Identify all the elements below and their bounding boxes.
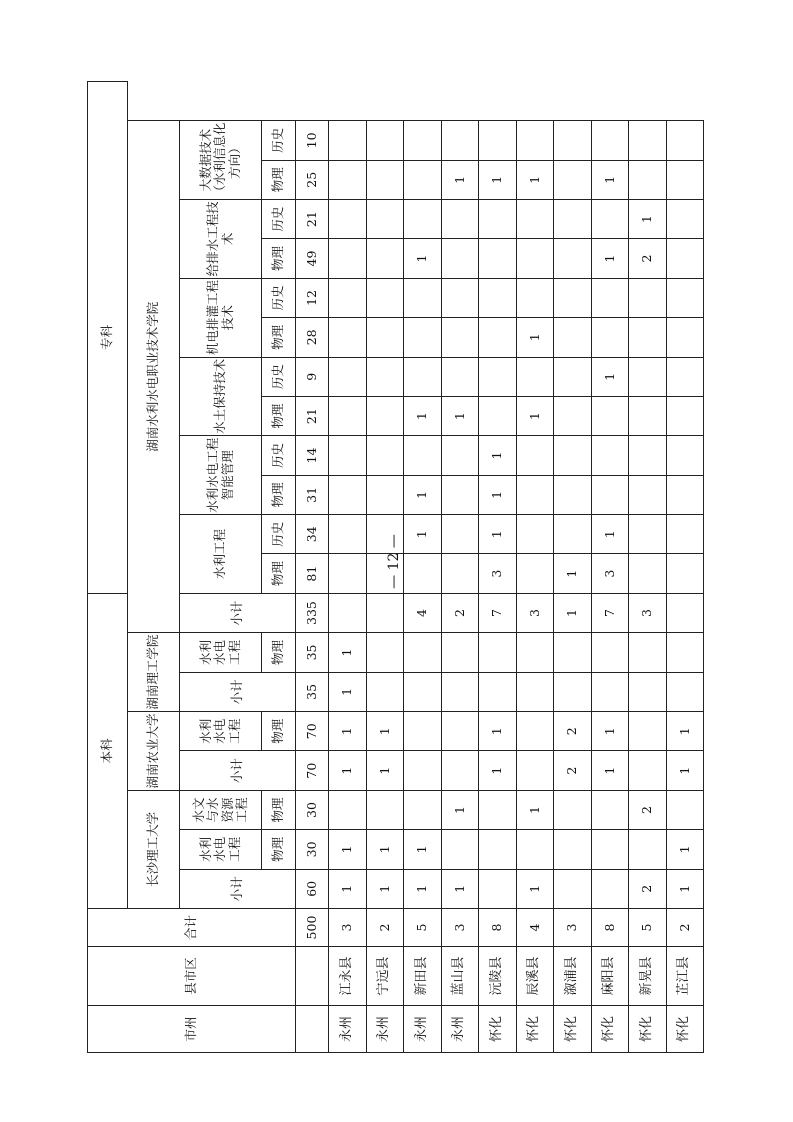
total-cell: 10 [296,121,329,160]
city-cell: 怀化 [479,1006,517,1053]
value-cell: 1 [591,160,629,199]
value-cell [329,593,367,632]
value-cell [404,318,442,357]
value-cell: 1 [366,751,404,790]
value-cell [441,357,479,396]
value-cell: 5 [629,909,667,947]
value-cell: 1 [404,475,442,514]
value-cell [554,121,592,160]
county-cell: 芷江县 [666,947,704,1006]
value-cell [479,633,517,672]
value-cell [591,436,629,475]
value-cell [329,396,367,435]
city-cell: 永州 [441,1006,479,1053]
value-cell [629,712,667,751]
school-csust: 长沙理工大学 [128,790,180,908]
track-physics: 物理 [262,239,296,278]
value-cell [666,672,704,711]
value-cell: 1 [554,554,592,593]
value-cell [516,515,554,554]
page-number: — 12 — [386,534,402,589]
value-cell: 7 [591,593,629,632]
value-cell [441,278,479,317]
value-cell [516,633,554,672]
value-cell: 2 [629,239,667,278]
value-cell [441,712,479,751]
value-cell: 1 [516,396,554,435]
totals-row [296,82,329,1053]
value-cell [329,239,367,278]
header-city: 市州 [88,1006,296,1053]
value-cell [404,199,442,238]
value-cell [516,357,554,396]
value-cell: 1 [479,436,517,475]
value-cell [554,869,592,908]
value-cell [666,515,704,554]
table-row [479,82,517,1053]
value-cell [329,554,367,593]
value-cell [591,318,629,357]
major-hw-3: 水土保持技术 [180,357,262,436]
value-cell [479,239,517,278]
value-cell [404,790,442,829]
total-cell: 500 [296,909,329,947]
value-cell: 1 [404,239,442,278]
value-cell [441,239,479,278]
value-cell [404,712,442,751]
value-cell: 3 [479,554,517,593]
value-cell [666,475,704,514]
total-cell: 21 [296,396,329,435]
value-cell [554,515,592,554]
value-cell [516,712,554,751]
total-cell: 70 [296,712,329,751]
value-cell [479,672,517,711]
major-csust-1: 水利水电工程 [180,830,262,869]
value-cell [516,751,554,790]
total-cell: 30 [296,790,329,829]
track-physics: 物理 [262,475,296,514]
track-physics: 物理 [262,712,296,751]
value-cell [479,121,517,160]
value-cell [516,121,554,160]
table-row [629,82,667,1053]
value-cell [554,239,592,278]
total-cell: 35 [296,633,329,672]
major-hw-2: 水利水电工程智能管理 [180,436,262,515]
value-cell [404,554,442,593]
value-cell: 1 [441,869,479,908]
value-cell [554,160,592,199]
city-cell: 永州 [366,1006,404,1053]
value-cell [516,278,554,317]
value-cell: 2 [666,909,704,947]
value-cell [366,121,404,160]
city-cell: 怀化 [554,1006,592,1053]
table-row [404,82,442,1053]
value-cell: 1 [591,357,629,396]
subtotal-hunau: 小计 [180,751,296,790]
value-cell [629,160,667,199]
city-cell: 怀化 [516,1006,554,1053]
value-cell [666,633,704,672]
value-cell: 1 [404,396,442,435]
track-history: 历史 [262,121,296,160]
value-cell [666,396,704,435]
school-hunau: 湖南农业大学 [128,712,180,791]
value-cell [629,436,667,475]
county-cell: 宁远县 [366,947,404,1006]
value-cell [329,475,367,514]
value-cell: 1 [441,790,479,829]
value-cell: 1 [479,160,517,199]
value-cell [516,554,554,593]
value-cell: 5 [404,909,442,947]
value-cell: 2 [629,869,667,908]
total-cell: 49 [296,239,329,278]
value-cell: 1 [329,672,367,711]
county-cell: 新田县 [404,947,442,1006]
value-cell: 8 [591,909,629,947]
value-cell: 1 [479,475,517,514]
value-cell [666,121,704,160]
city-cell: 怀化 [629,1006,667,1053]
value-cell [404,633,442,672]
total-cell: 28 [296,318,329,357]
value-cell [479,199,517,238]
total-cell: 335 [296,593,329,632]
value-cell [404,278,442,317]
value-cell [441,121,479,160]
value-cell: 2 [366,909,404,947]
track-physics: 物理 [262,830,296,869]
value-cell [441,318,479,357]
value-cell [554,475,592,514]
value-cell [554,830,592,869]
value-cell [666,790,704,829]
value-cell [441,554,479,593]
value-cell [516,475,554,514]
city-cell: 怀化 [666,1006,704,1053]
county-cell: 江永县 [329,947,367,1006]
value-cell: 1 [516,160,554,199]
value-cell [404,160,442,199]
value-cell [479,357,517,396]
value-cell [516,830,554,869]
value-cell [666,436,704,475]
value-cell: 1 [329,633,367,672]
value-cell [404,357,442,396]
value-cell [666,593,704,632]
value-cell: 1 [591,515,629,554]
value-cell [629,633,667,672]
value-cell [666,318,704,357]
value-cell: 1 [441,396,479,435]
value-cell: 1 [666,830,704,869]
value-cell: 1 [516,869,554,908]
value-cell: 3 [329,909,367,947]
value-cell: 1 [479,751,517,790]
value-cell: 3 [441,909,479,947]
city-cell: 永州 [404,1006,442,1053]
value-cell [666,357,704,396]
track-physics: 物理 [262,633,296,672]
value-cell: 1 [329,869,367,908]
value-cell [479,278,517,317]
value-cell: 1 [516,318,554,357]
value-cell [591,633,629,672]
value-cell [329,278,367,317]
value-cell [329,436,367,475]
city-cell: 永州 [329,1006,367,1053]
value-cell [479,830,517,869]
value-cell [554,436,592,475]
value-cell [629,672,667,711]
value-cell: 1 [479,515,517,554]
value-cell: 1 [516,790,554,829]
value-cell [479,869,517,908]
value-cell [629,751,667,790]
value-cell: 1 [366,830,404,869]
county-cell: 新晃县 [629,947,667,1006]
value-cell [329,790,367,829]
value-cell [554,357,592,396]
value-cell [629,515,667,554]
total-cell: 14 [296,436,329,475]
value-cell [554,318,592,357]
value-cell: 8 [479,909,517,947]
total-cell: 31 [296,475,329,514]
county-cell: 溆浦县 [554,947,592,1006]
value-cell [629,554,667,593]
value-cell [591,199,629,238]
total-cell: 21 [296,199,329,238]
header-benke: 本科 [88,593,128,908]
value-cell [554,790,592,829]
major-hnist-1: 水利水电工程 [180,633,262,672]
value-cell [629,830,667,869]
value-cell [329,357,367,396]
value-cell [329,199,367,238]
value-cell [516,436,554,475]
value-cell: 1 [591,239,629,278]
total-cell: 25 [296,160,329,199]
value-cell [329,318,367,357]
value-cell [441,475,479,514]
value-cell: 4 [516,909,554,947]
value-cell [441,633,479,672]
table-row [329,82,367,1053]
value-cell [516,199,554,238]
value-cell [441,436,479,475]
subtotal-hnwater: 小计 [180,593,296,632]
value-cell [441,515,479,554]
header-total: 合计 [88,909,296,947]
value-cell: 3 [554,909,592,947]
value-cell: 1 [629,199,667,238]
track-history: 历史 [262,357,296,396]
major-hunau-1: 水利水电工程 [180,712,262,751]
value-cell: 1 [666,869,704,908]
major-hw-4: 机电排灌工程技术 [180,278,262,357]
county-cell: 辰溪县 [516,947,554,1006]
track-physics: 物理 [262,554,296,593]
value-cell [329,515,367,554]
value-cell: 1 [329,712,367,751]
value-cell [554,396,592,435]
track-physics: 物理 [262,396,296,435]
value-cell [629,318,667,357]
value-cell: 2 [629,790,667,829]
value-cell [441,751,479,790]
value-cell [554,633,592,672]
value-cell [516,239,554,278]
value-cell: 1 [404,830,442,869]
value-cell: 7 [479,593,517,632]
subtotal-csust: 小计 [180,869,296,908]
value-cell [629,121,667,160]
subtotal-hnist: 小计 [180,672,296,711]
value-cell [404,751,442,790]
value-cell: 2 [554,712,592,751]
value-cell [516,672,554,711]
value-cell [404,121,442,160]
table-row [591,82,629,1053]
value-cell [404,436,442,475]
value-cell [629,396,667,435]
value-cell [479,396,517,435]
table-row [554,82,592,1053]
value-cell: 1 [591,751,629,790]
major-hw-6: 大数据技术（水利信息化方向） [180,121,262,200]
value-cell: 1 [441,160,479,199]
value-cell [591,475,629,514]
major-csust-2: 水文与水资源工程 [180,790,262,829]
value-cell: 2 [554,751,592,790]
value-cell [591,830,629,869]
value-cell: 1 [591,712,629,751]
value-cell [591,672,629,711]
value-cell [666,278,704,317]
track-history: 历史 [262,199,296,238]
table-row [441,82,479,1053]
value-cell: 1 [666,712,704,751]
value-cell [329,121,367,160]
value-cell [554,672,592,711]
school-hnist: 湖南理工学院 [128,633,180,712]
value-cell: 1 [666,751,704,790]
value-cell [329,160,367,199]
value-cell [404,672,442,711]
value-cell: 4 [404,593,442,632]
track-physics: 物理 [262,318,296,357]
value-cell [591,869,629,908]
county-cell: 麻阳县 [591,947,629,1006]
value-cell: 3 [629,593,667,632]
value-cell: 3 [516,593,554,632]
value-cell [441,199,479,238]
track-physics: 物理 [262,160,296,199]
value-cell: 1 [404,869,442,908]
value-cell [554,199,592,238]
header-zhuanke: 专科 [88,82,128,594]
major-hw-1: 水利工程 [180,515,262,594]
total-cell: 9 [296,357,329,396]
value-cell: 1 [329,830,367,869]
county-cell: 蓝山县 [441,947,479,1006]
value-cell: 1 [366,869,404,908]
value-cell [666,160,704,199]
value-cell [629,475,667,514]
table-row [666,82,704,1053]
city-cell: 怀化 [591,1006,629,1053]
header-county: 县市区 [88,947,296,1006]
value-cell [441,830,479,869]
value-cell [666,239,704,278]
track-history: 历史 [262,515,296,554]
total-cell: 34 [296,515,329,554]
track-history: 历史 [262,436,296,475]
value-cell [554,278,592,317]
county-cell: 沅陵县 [479,947,517,1006]
value-cell [441,672,479,711]
value-cell: 1 [366,712,404,751]
value-cell [479,790,517,829]
total-cell: 70 [296,751,329,790]
value-cell [629,357,667,396]
value-cell [591,121,629,160]
total-cell: 81 [296,554,329,593]
total-cell: 30 [296,830,329,869]
value-cell: 1 [329,751,367,790]
value-cell [591,396,629,435]
total-cell: 60 [296,869,329,908]
value-cell: 3 [591,554,629,593]
track-history: 历史 [262,278,296,317]
total-cell: 12 [296,278,329,317]
track-physics: 物理 [262,790,296,829]
value-cell [666,199,704,238]
major-hw-5: 给排水工程技术 [180,199,262,278]
value-cell [666,554,704,593]
table-row [516,82,554,1053]
value-cell [479,318,517,357]
value-cell: 1 [479,712,517,751]
value-cell [591,790,629,829]
total-cell: 35 [296,672,329,711]
school-hnwater: 湖南水利水电职业技术学院 [128,121,180,633]
value-cell [629,278,667,317]
value-cell [591,278,629,317]
value-cell: 1 [404,515,442,554]
value-cell: 1 [554,593,592,632]
value-cell: 2 [441,593,479,632]
